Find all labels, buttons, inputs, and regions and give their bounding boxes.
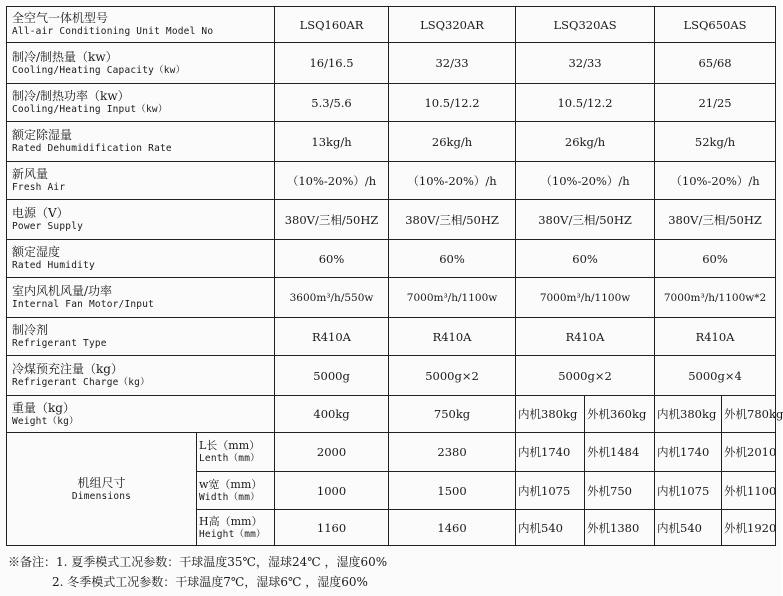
row-label-en: Fresh Air <box>12 182 66 193</box>
row-label-en: Power Supply <box>12 221 84 232</box>
table-row <box>7 356 776 396</box>
cell-value: 内机380kg <box>655 396 722 433</box>
cell-value: 60% <box>655 240 776 278</box>
table-row <box>7 278 776 318</box>
table-row <box>7 240 776 278</box>
cell-value: 内机1075 <box>655 472 722 510</box>
cell-value: 5000g <box>275 356 389 396</box>
spec-table <box>6 6 783 546</box>
row-label-zh: 制冷/制热量（kw） <box>12 49 118 64</box>
cell-value: 7000m³/h/1100w <box>389 278 516 318</box>
dimensions-label-zh: 机组尺寸 <box>77 475 126 490</box>
row-label-en: Refrigerant Type <box>12 338 107 349</box>
cell-value: 外机360kg <box>585 396 655 433</box>
cell-value: 7000m³/h/1100w <box>516 278 655 318</box>
cell-value: 内机1075 <box>516 472 585 510</box>
table-row <box>7 200 776 240</box>
cell-value: （10%-20%）/h <box>275 162 389 200</box>
note-line-2: 2. 冬季模式工况参数：干球温度7℃，湿球6℃ ，湿度60% <box>52 575 368 589</box>
cell-value: 750kg <box>389 396 516 433</box>
row-label-en: Cooling/Heating Capacity（kw） <box>12 64 186 76</box>
dimension-sublabel <box>197 433 275 472</box>
cell-value: 10.5/12.2 <box>516 84 655 122</box>
row-label <box>7 162 275 200</box>
cell-value: 1500 <box>389 472 516 510</box>
header-row <box>7 7 776 43</box>
cell-value: 3600m³/h/550w <box>275 278 389 318</box>
cell-value: 16/16.5 <box>275 43 389 84</box>
row-label-zh: 制冷/制热功率（kw） <box>12 89 130 103</box>
row-label-en: Rated Humidity <box>12 260 95 271</box>
notes <box>8 552 778 592</box>
dimensions-label-en: Dimensions <box>71 490 132 502</box>
cell-value: 外机750 <box>585 472 655 510</box>
cell-value: R410A <box>516 318 655 356</box>
cell-value: 5.3/5.6 <box>275 84 389 122</box>
cell-value: 外机1920 <box>722 510 776 546</box>
dimension-sublabel <box>197 510 275 546</box>
cell-value: 1460 <box>389 510 516 546</box>
cell-value: 32/33 <box>516 43 655 84</box>
cell-value: 5000g×4 <box>655 356 776 396</box>
row-label-zh: 新风量 <box>12 167 49 181</box>
table-row <box>7 84 776 122</box>
cell-value: 65/68 <box>655 43 776 84</box>
sublabel-zh: w宽（mm） <box>199 477 263 491</box>
cell-value: 外机780kg <box>722 396 776 433</box>
cell-value: 5000g×2 <box>516 356 655 396</box>
sublabel-zh: H高（mm） <box>199 514 263 528</box>
table-row <box>7 318 776 356</box>
cell-value: 5000g×2 <box>389 356 516 396</box>
cell-value: 21/25 <box>655 84 776 122</box>
cell-value: 60% <box>389 240 516 278</box>
cell-value: 外机1100 <box>722 472 776 510</box>
row-label <box>7 396 275 433</box>
header-label <box>7 7 275 43</box>
row-label <box>7 200 275 240</box>
cell-value: 内机540 <box>655 510 722 546</box>
row-label-zh: 冷煤预充注量（kg） <box>12 362 123 376</box>
row-label <box>7 356 275 396</box>
sublabel-zh: L长（mm） <box>199 439 261 452</box>
cell-value: 内机540 <box>516 510 585 546</box>
cell-value: 7000m³/h/1100w*2 <box>655 278 776 318</box>
cell-value: 13kg/h <box>275 122 389 162</box>
row-label <box>7 122 275 162</box>
weight-row <box>7 396 776 433</box>
sublabel-en: Height（mm） <box>199 528 266 540</box>
table-row <box>7 43 776 84</box>
row-label-zh: 额定湿度 <box>12 245 61 259</box>
cell-value: 内机380kg <box>516 396 585 433</box>
cell-value: 2380 <box>389 433 516 472</box>
sublabel-en: Width（mm） <box>199 491 260 503</box>
cell-value: R410A <box>275 318 389 356</box>
row-label-zh: 额定除湿量 <box>12 128 73 142</box>
row-label-en: Refrigerant Charge（kg） <box>12 377 150 388</box>
row-label-zh: 室内风机风量/功率 <box>12 284 113 298</box>
model-3: LSQ320AS <box>516 7 655 43</box>
cell-value: 400kg <box>275 396 389 433</box>
model-2: LSQ320AR <box>389 7 516 43</box>
cell-value: 外机2010 <box>722 433 776 472</box>
row-label-zh: 电源（V） <box>12 206 69 220</box>
cell-value: R410A <box>655 318 776 356</box>
row-label <box>7 278 275 318</box>
cell-value: 380V/三相/50HZ <box>655 200 776 240</box>
model-4: LSQ650AS <box>655 7 776 43</box>
cell-value: 内机1740 <box>655 433 722 472</box>
cell-value: 内机1740 <box>516 433 585 472</box>
model-1: LSQ160AR <box>275 7 389 43</box>
row-label-zh: 重量（kg） <box>12 400 75 415</box>
sublabel-en: Lenth（mm） <box>199 453 260 464</box>
cell-value: 60% <box>516 240 655 278</box>
cell-value: 32/33 <box>389 43 516 84</box>
table-row <box>7 162 776 200</box>
row-label-en: Rated Dehumidification Rate <box>12 143 172 154</box>
cell-value: 52kg/h <box>655 122 776 162</box>
dimension-sublabel <box>197 472 275 510</box>
header-label-en: All-air Conditioning Unit Model No <box>12 26 214 37</box>
cell-value: R410A <box>389 318 516 356</box>
row-label <box>7 43 275 84</box>
cell-value: 1000 <box>275 472 389 510</box>
cell-value: （10%-20%）/h <box>389 162 516 200</box>
cell-value: 1160 <box>275 510 389 546</box>
dimensions-label <box>7 433 197 546</box>
dimension-row <box>7 433 776 472</box>
cell-value: （10%-20%）/h <box>516 162 655 200</box>
row-label-en: Cooling/Heating Input（kw） <box>12 104 168 115</box>
cell-value: （10%-20%）/h <box>655 162 776 200</box>
cell-value: 60% <box>275 240 389 278</box>
row-label-en: Internal Fan Motor/Input <box>12 299 155 310</box>
row-label <box>7 318 275 356</box>
cell-value: 380V/三相/50HZ <box>516 200 655 240</box>
cell-value: 10.5/12.2 <box>389 84 516 122</box>
cell-value: 26kg/h <box>516 122 655 162</box>
header-label-zh: 全空气一体机型号 <box>12 11 109 25</box>
note-line-1: ※备注：1. 夏季模式工况参数：干球温度35℃，湿球24℃ ，湿度60% <box>8 555 388 569</box>
cell-value: 380V/三相/50HZ <box>275 200 389 240</box>
row-label <box>7 240 275 278</box>
row-label <box>7 84 275 122</box>
cell-value: 2000 <box>275 433 389 472</box>
cell-value: 外机1484 <box>585 433 655 472</box>
row-label-zh: 制冷剂 <box>12 323 49 337</box>
table-row <box>7 122 776 162</box>
row-label-en: Weight（kg） <box>12 415 79 427</box>
cell-value: 380V/三相/50HZ <box>389 200 516 240</box>
cell-value: 外机1380 <box>585 510 655 546</box>
cell-value: 26kg/h <box>389 122 516 162</box>
